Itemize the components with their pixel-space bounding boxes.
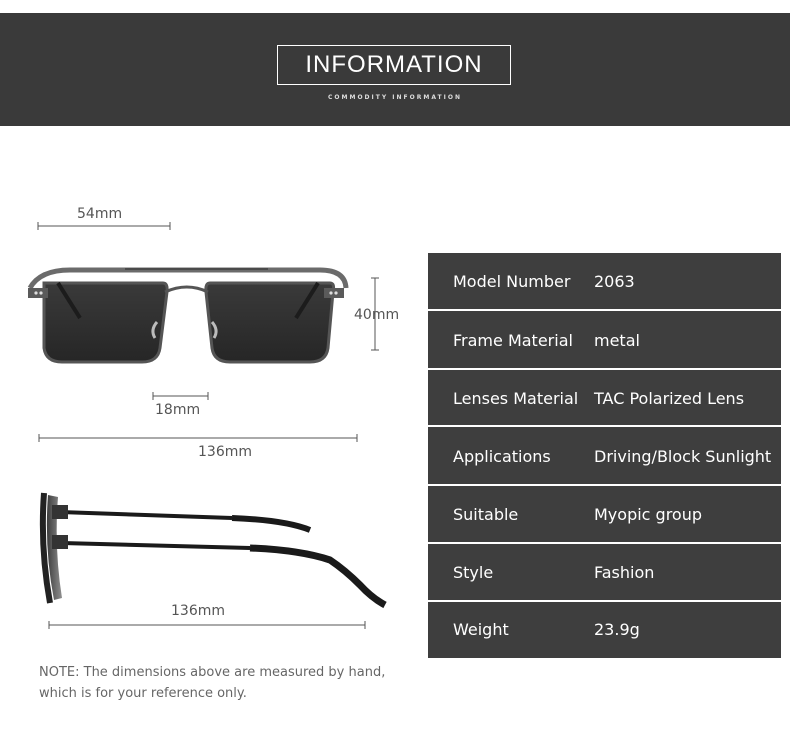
spec-label: Lenses Material	[453, 389, 579, 408]
measurement-note	[39, 662, 399, 704]
sunglasses-front-icon	[28, 269, 346, 362]
spec-label: Frame Material	[453, 331, 573, 350]
spec-value: Fashion	[594, 563, 655, 582]
spec-label: Weight	[453, 620, 509, 639]
spec-label: Suitable	[453, 505, 519, 524]
bridge-width-label: 18mm	[155, 402, 201, 418]
spec-row-suitable	[428, 486, 781, 544]
spec-value: TAC Polarized Lens	[594, 389, 745, 408]
spec-label: Applications	[453, 447, 551, 466]
spec-value: Driving/Block Sunlight	[594, 447, 772, 466]
spec-value: 2063	[594, 272, 635, 291]
sunglasses-side-icon	[43, 493, 385, 605]
spec-row-lenses-material	[428, 370, 781, 427]
frame-width-label: 136mm	[198, 444, 252, 460]
lens-height-label: 40mm	[354, 307, 400, 323]
spec-row-style	[428, 544, 781, 602]
note-line-1: NOTE: The dimensions above are measured by hand,	[39, 665, 386, 680]
page-title: INFORMATION	[277, 45, 511, 85]
spec-value: Myopic group	[594, 505, 703, 524]
note-line-2: which is for your reference only.	[39, 686, 247, 701]
spec-row-weight	[428, 602, 781, 658]
spec-row-frame-material	[428, 311, 781, 370]
spec-value: metal	[594, 331, 640, 350]
spec-label: Style	[453, 563, 494, 582]
spec-table	[428, 253, 781, 658]
spec-value: 23.9g	[594, 620, 640, 639]
spec-row-model-number	[428, 253, 781, 311]
lens-width-label: 54mm	[77, 206, 123, 222]
temple-length-label: 136mm	[171, 603, 225, 619]
spec-row-applications	[428, 427, 781, 486]
page-subtitle: COMMODITY INFORMATION	[328, 94, 462, 101]
spec-label: Model Number	[453, 272, 571, 291]
